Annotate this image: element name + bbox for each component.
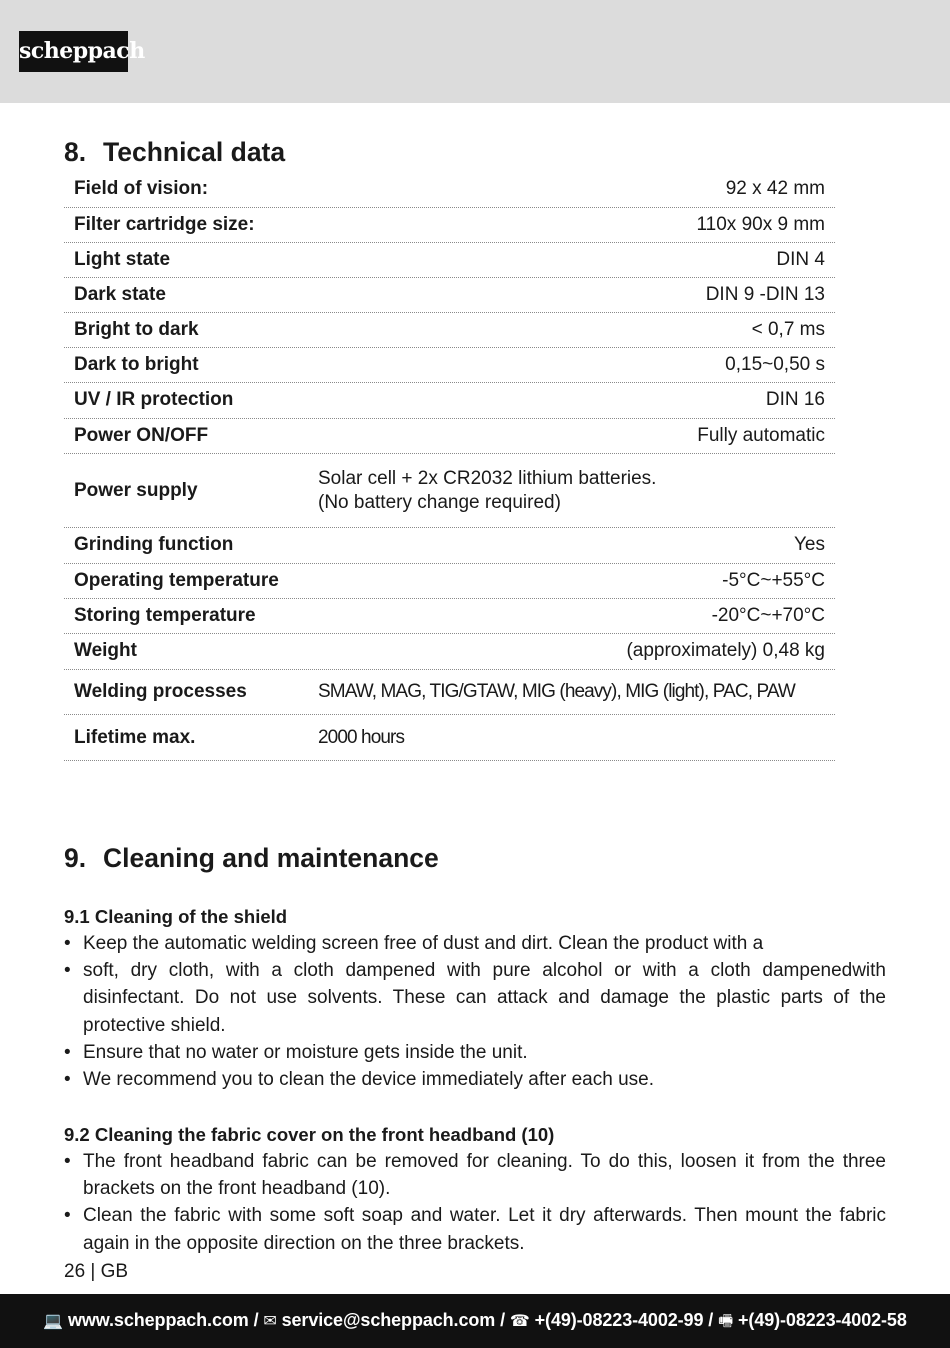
footer-phone: +(49)-08223-4002-99 — [534, 1310, 704, 1330]
table-row — [64, 313, 835, 348]
table-row — [64, 454, 835, 528]
list-item: • Ensure that no water or moisture gets inside the unit. — [64, 1039, 886, 1066]
header-band — [0, 0, 950, 103]
table-row — [64, 599, 835, 634]
table-row — [64, 208, 835, 243]
footer-separator: / — [708, 1310, 714, 1330]
list-item: • The front headband fabric can be removed for cleaning. To do this, loosen it from the three brackets on the front headband (10). — [64, 1148, 886, 1202]
section-9-title: Cleaning and maintenance — [103, 843, 439, 873]
row-label: UV / IR protection — [74, 389, 234, 410]
page-number — [64, 1261, 128, 1283]
section-9-number: 9. — [64, 843, 87, 873]
row-label: Weight — [74, 640, 137, 661]
table-row — [64, 634, 835, 670]
row-value: -5°C~+55°C — [722, 570, 825, 591]
subsection-9-2-list — [64, 1148, 886, 1257]
section-8-number: 8. — [64, 137, 87, 167]
footer-separator: / — [500, 1310, 505, 1330]
footer-website-link[interactable]: www.scheppach.com — [67, 1310, 249, 1330]
row-value: -20°C~+70°C — [711, 605, 825, 626]
table-row — [64, 528, 835, 564]
row-label: Dark to bright — [74, 354, 199, 375]
row-value — [318, 467, 818, 515]
row-value: DIN 4 — [776, 249, 825, 270]
section-8-heading — [64, 137, 285, 168]
row-label: Power ON/OFF — [74, 425, 209, 446]
table-row — [64, 278, 835, 313]
row-label: Dark state — [74, 284, 166, 305]
power-supply-line-1: Solar cell + 2x CR2032 lithium batteries. — [318, 468, 657, 489]
computer-icon: 💻 — [43, 1313, 64, 1330]
subsection-9-1-title: 9.1 Cleaning of the shield — [64, 906, 288, 927]
row-label: Welding processes — [74, 681, 247, 702]
table-row — [64, 383, 835, 419]
row-label: Filter cartridge size: — [74, 214, 255, 235]
section-8-title: Technical data — [103, 137, 286, 167]
table-row — [64, 670, 835, 715]
table-row — [64, 715, 835, 761]
row-value: (approximately) 0,48 kg — [626, 640, 825, 661]
row-label: Power supply — [74, 480, 198, 501]
phone-icon: ☎ — [509, 1313, 530, 1330]
table-row — [64, 348, 835, 383]
row-label: Operating temperature — [74, 570, 279, 591]
list-item: • Clean the fabric with some soft soap and water. Let it dry afterwards. Then mount the fabric again in the opposite direction on the three brackets. — [64, 1202, 886, 1256]
row-value: 110x 90x 9 mm — [696, 214, 825, 235]
row-label: Bright to dark — [74, 319, 199, 340]
fax-icon: 🖷 — [718, 1313, 734, 1330]
row-label: Field of vision: — [74, 178, 209, 199]
scheppach-logo: scheppach — [19, 31, 128, 72]
row-label: Light state — [74, 249, 171, 270]
row-value: SMAW, MAG, TIG/GTAW, MIG (heavy), MIG (light), PAC, PAW — [318, 681, 795, 702]
row-value: Yes — [794, 534, 825, 555]
section-9-heading — [64, 843, 439, 874]
list-item: • Keep the automatic welding screen free of dust and dirt. Clean the product with a — [64, 930, 886, 957]
row-value: DIN 9 -DIN 13 — [705, 284, 825, 305]
list-item: • We recommend you to clean the device immediately after each use. — [64, 1066, 886, 1093]
footer-email-link[interactable]: service@scheppach.com — [281, 1310, 496, 1330]
table-row — [64, 243, 835, 278]
table-row — [64, 172, 835, 208]
row-value: 92 x 42 mm — [725, 178, 825, 199]
row-value: 0,15~0,50 s — [725, 354, 825, 375]
page-number-value: 26 — [64, 1261, 86, 1282]
page-language: GB — [100, 1261, 129, 1282]
row-value: < 0,7 ms — [751, 319, 825, 340]
technical-data-table — [64, 172, 835, 761]
row-label: Lifetime max. — [74, 727, 196, 748]
table-row — [64, 564, 835, 599]
subsection-9-2-title: 9.2 Cleaning the fabric cover on the front headband (10) — [64, 1124, 555, 1145]
footer-bar — [0, 1294, 950, 1348]
row-label: Grinding function — [74, 534, 234, 555]
footer-fax: +(49)-08223-4002-58 — [738, 1310, 907, 1330]
power-supply-line-2: (No battery change required) — [318, 492, 561, 513]
row-label: Storing temperature — [74, 605, 256, 626]
mail-icon: ✉ — [263, 1313, 277, 1330]
row-value: 2000 hours — [318, 727, 405, 748]
footer-separator: / — [253, 1310, 259, 1330]
page-separator: | — [90, 1261, 96, 1282]
row-value: DIN 16 — [765, 389, 825, 410]
table-row — [64, 419, 835, 454]
list-item: • soft, dry cloth, with a cloth dampened with pure alcohol or with a cloth dampenedwith disinfectant. Do not use solvents. These can attack and damage the plastic parts of the protective shield. — [64, 957, 886, 1039]
row-value: Fully automatic — [697, 425, 825, 446]
subsection-9-1-list — [64, 930, 886, 1093]
